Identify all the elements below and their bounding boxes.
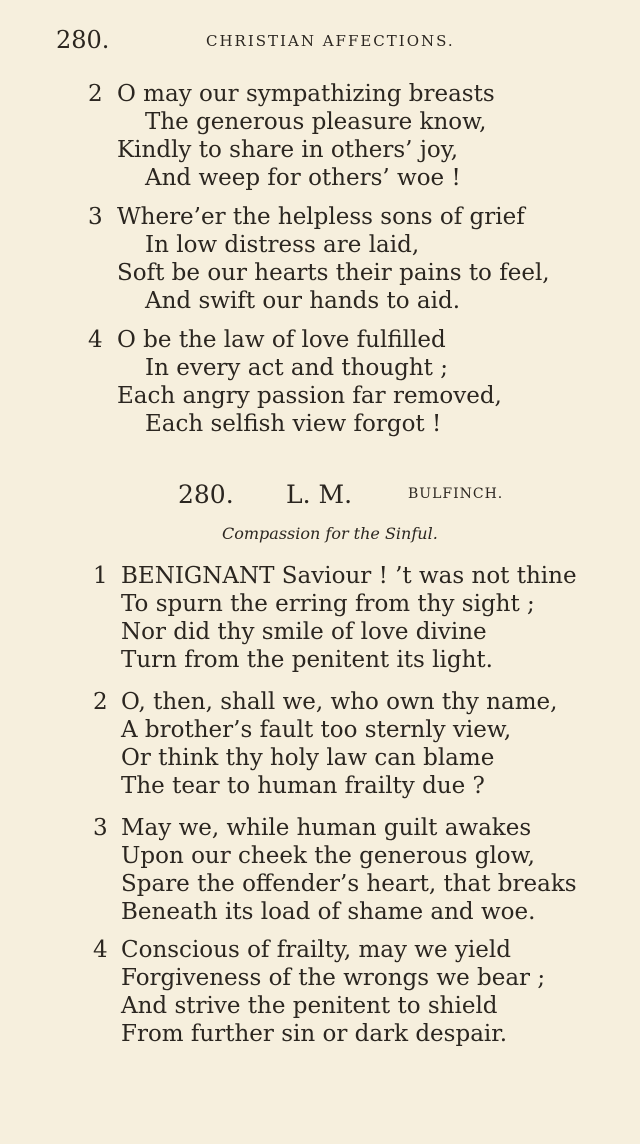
- verse-line: In low distress are laid,: [145, 232, 420, 258]
- verse-line: The tear to human frailty due ?: [121, 773, 485, 799]
- verse-line: In every act and thought ;: [145, 355, 448, 381]
- verse-line: The generous pleasure know,: [145, 109, 487, 135]
- hymn-meter: L. M.: [286, 480, 353, 509]
- verse-line: O may our sympathizing breasts: [117, 81, 495, 107]
- hymn-number: 280.: [178, 480, 234, 509]
- verse-line: And weep for others’ woe !: [145, 165, 461, 191]
- verse-line: Beneath its load of shame and woe.: [121, 899, 536, 925]
- verse-line: Or think thy holy law can blame: [121, 745, 495, 771]
- stanza-number: 4: [88, 327, 103, 353]
- stanza-number: 2: [93, 689, 108, 715]
- page-number: 280.: [56, 26, 110, 54]
- stanza-number: 3: [93, 815, 108, 841]
- verse-line: And swift our hands to aid.: [145, 288, 461, 314]
- stanza-number: 3: [88, 204, 103, 230]
- verse-line: A brother’s fault too sternly view,: [121, 717, 512, 743]
- stanza-number: 4: [93, 937, 108, 963]
- hymn-subtitle: Compassion for the Sinful.: [222, 524, 438, 543]
- verse-line: To spurn the erring from thy sight ;: [121, 591, 535, 617]
- verse-line: Kindly to share in others’ joy,: [117, 137, 459, 163]
- verse-line: Forgiveness of the wrongs we bear ;: [121, 965, 546, 991]
- verse-line: Each selfish view forgot !: [145, 411, 442, 437]
- running-title: CHRISTIAN AFFECTIONS.: [206, 32, 455, 50]
- stanza-number: 1: [93, 563, 108, 589]
- verse-line: O be the law of love fulfilled: [117, 327, 446, 353]
- verse-line: Each angry passion far removed,: [117, 383, 502, 409]
- verse-line: BENIGNANT Saviour ! ’t was not thine: [121, 563, 577, 589]
- verse-line: Spare the offender’s heart, that breaks: [121, 871, 577, 897]
- verse-line: Where’er the helpless sons of grief: [117, 204, 525, 230]
- verse-line: From further sin or dark despair.: [121, 1021, 508, 1047]
- verse-line: O, then, shall we, who own thy name,: [121, 689, 558, 715]
- stanza-number: 2: [88, 81, 103, 107]
- hymn-author: BULFINCH.: [408, 486, 504, 502]
- verse-line: Nor did thy smile of love divine: [121, 619, 487, 645]
- verse-line: Conscious of frailty, may we yield: [121, 937, 511, 963]
- verse-line: Soft be our hearts their pains to feel,: [117, 260, 550, 286]
- verse-line: Upon our cheek the generous glow,: [121, 843, 535, 869]
- verse-line: May we, while human guilt awakes: [121, 815, 532, 841]
- verse-line: And strive the penitent to shield: [121, 993, 498, 1019]
- verse-line: Turn from the penitent its light.: [121, 647, 493, 673]
